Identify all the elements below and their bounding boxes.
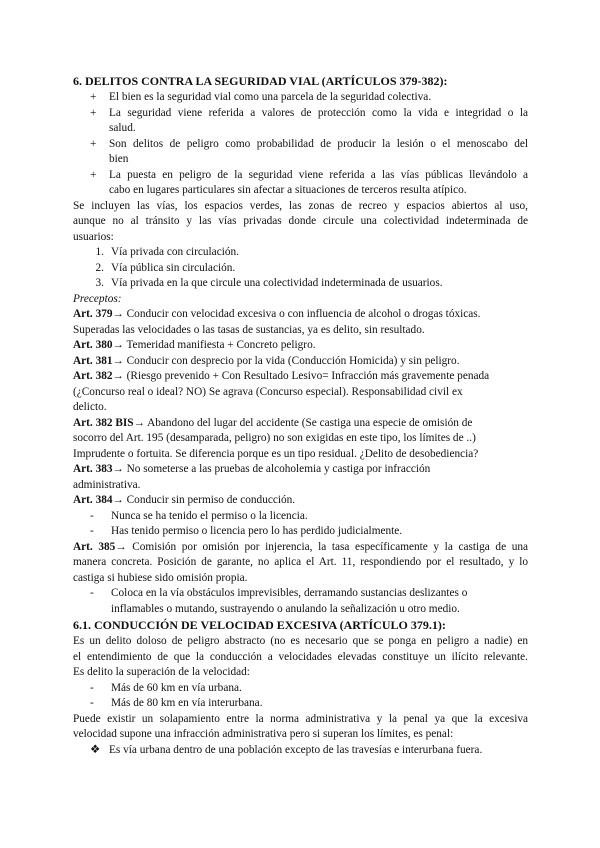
bullet-continuation <box>90 183 528 199</box>
article-382-bis-line: socorro del Art. 195 (desamparada, peligro) no son exigidas en este tipo, los límites de ..) <box>73 432 476 444</box>
article-382-bis-line: Imprudente o fortuita. Se diferencia porque es un tipo residual. ¿Delito de desobediencia? <box>73 447 479 460</box>
article-380: Art. 380→ Temeridad manifiesta + Concreto peligro. <box>73 339 316 351</box>
paragraph-line: Es delito la superación de la velocidad: <box>73 666 250 678</box>
plus-bullet-icon: + <box>90 106 97 119</box>
article-381: Art. 381→ Conducir con desprecio por la vida (Conducción Homicida) y sin peligro. <box>73 354 460 367</box>
dash-item: - Más de 80 km en vía interurbana. <box>90 697 263 709</box>
section-6-bullet-list <box>73 90 528 199</box>
bullet-text: La seguridad viene referida a valores de protección como la vida e integridad o la <box>109 106 528 119</box>
article-383-line: administrativa. <box>73 478 141 491</box>
plus-bullet-icon: + <box>90 91 97 103</box>
numbered-item: 2. Vía pública sin circulación. <box>95 261 236 274</box>
article-379-line: Superadas las velocidades o las tasas de sustancias, ya es delito, sin resultado. <box>73 323 425 336</box>
article-384: Art. 384→ Conducir sin permiso de conducción. <box>73 494 296 506</box>
bullet-item <box>90 106 528 122</box>
dash-item: - Has tenido permiso o licencia pero lo has perdido judicialmente. <box>90 525 403 537</box>
plus-bullet-icon: + <box>90 137 97 150</box>
paragraph-line: usuarios: <box>73 230 114 243</box>
bullet-text: cabo en lugares particulares sin afectar a situaciones de terceros resulta atípico. <box>109 184 467 196</box>
bullet-text: bien <box>109 153 129 165</box>
article-384-list <box>73 509 528 540</box>
bullet-text: El bien es la seguridad vial como una parcela de la seguridad colectiva. <box>109 91 432 103</box>
article-385-list <box>73 586 528 617</box>
bullet-item <box>90 90 528 106</box>
paragraph-line: el entendimiento de que la conducción a velocidades elevadas constituye un ilícito relevante. <box>73 650 528 663</box>
article-382-bis: Art. 382 BIS→ Abandono del lugar del accidente (Se castiga una especie de omisión de <box>73 416 473 429</box>
article-383: Art. 383→ No someterse a las pruebas de alcoholemia y castiga por infracción <box>73 463 431 475</box>
bullet-text: Son delitos de peligro como probabilidad de producir la lesión o el menoscabo del <box>109 137 528 150</box>
article-379: Art. 379→ Conducir con velocidad excesiva o con influencia de alcohol o drogas tóxicas. <box>73 308 481 320</box>
diamond-bullet-icon: ❖ <box>90 743 101 756</box>
paragraph-line: Se incluyen las vías, los espacios verdes, las zonas de recreo y espacios abiertos al uso, <box>73 199 528 212</box>
paragraph-line: Es un delito doloso de peligro abstracto (no es necesario que se ponga en peligro a nadie) en <box>73 635 528 647</box>
dash-item: - Nunca se ha tenido el permiso o la licencia. <box>90 509 308 522</box>
bullet-item <box>90 137 528 153</box>
article-382-line: delicto. <box>73 401 107 413</box>
section-6-1-heading: 6.1. CONDUCCIÓN DE VELOCIDAD EXCESIVA (ARTÍCULO 379.1): <box>73 618 446 632</box>
numbered-item: 1. Vía privada con circulación. <box>95 246 239 258</box>
numbered-item: 3. Vía privada en la que circule una colectividad indeterminada de usuarios. <box>95 277 443 289</box>
bullet-text: La puesta en peligro de la seguridad viene referida a las vías públicas llevándolo a <box>109 168 528 181</box>
paragraph-line: velocidad supone una infracción administrativa pero si superan los límites, es penal: <box>73 728 454 740</box>
article-385-line: castiga si hubiese sido omisión propia. <box>73 571 248 584</box>
bullet-text: salud. <box>109 122 136 134</box>
section-6-heading: 6. DELITOS CONTRA LA SEGURIDAD VIAL (ARTÍCULOS 379-382): <box>73 74 448 88</box>
article-382-line: (¿Concurso real o ideal? NO) Se agrava (Concurso especial). Responsabilidad civil ex <box>73 385 463 398</box>
bullet-item <box>90 168 528 184</box>
article-385: Art. 385→ Comisión por omisión por injerencia, la tasa específicamente y la castiga de una <box>73 540 528 553</box>
speed-limit-list <box>73 681 528 712</box>
article-382: Art. 382→ (Riesgo prevenido + Con Resultado Lesivo= Infracción más gravemente penada <box>73 370 490 382</box>
article-385-line: manera concreta. Posición de garante, no aplica el Art. 11, respondiendo por el resultado, y lo <box>73 556 528 568</box>
bullet-continuation <box>90 152 528 168</box>
diamond-bullet-item: ❖ Es vía urbana dentro de una población excepto de las travesías e interurbana fuera. <box>73 743 528 759</box>
paragraph-line: Puede existir un solapamiento entre la norma administrativa y la penal ya que la excesiva <box>73 712 528 725</box>
paragraph-line: aunque no al tránsito y las vías privadas donde circule una colectividad indeterminada de <box>73 215 528 227</box>
numbered-list <box>73 245 528 292</box>
preceptos-label: Preceptos: <box>73 292 122 305</box>
plus-bullet-icon: + <box>90 168 97 181</box>
bullet-continuation <box>90 121 528 137</box>
dash-item: - Más de 60 km en vía urbana. <box>90 681 242 694</box>
dash-item-continuation: inflamables o mutando, sustrayendo o anulando la señalización u otro medio. <box>111 602 460 615</box>
dash-item: - Coloca en la vía obstáculos imprevisibles, derramando sustancias deslizantes o <box>90 587 468 599</box>
